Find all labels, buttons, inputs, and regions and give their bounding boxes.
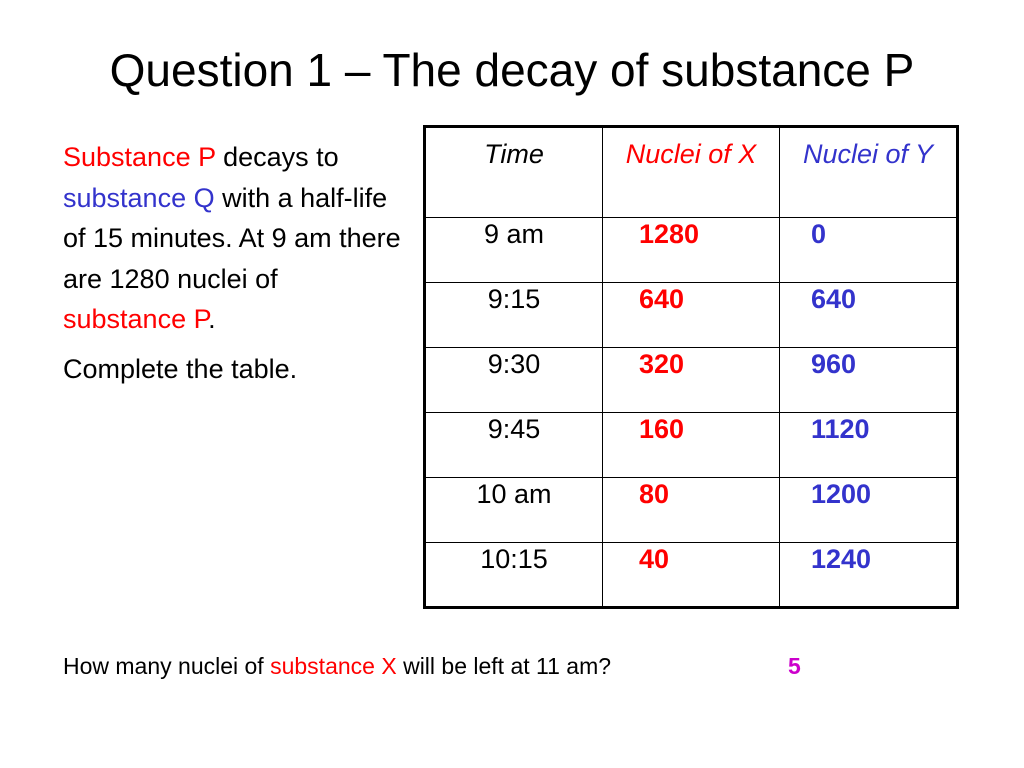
substance-p-term: Substance P <box>63 142 216 172</box>
table-row <box>425 283 958 348</box>
cell-nuclei-y: 1120 <box>780 413 958 478</box>
cell-nuclei-x: 40 <box>603 543 780 608</box>
decay-table <box>423 125 959 609</box>
intro-paragraph <box>63 137 403 340</box>
answer-value: 5 <box>788 653 801 679</box>
substance-p-term: substance P <box>63 304 209 334</box>
cell-nuclei-y: 1200 <box>780 478 958 543</box>
intro-text-segment: with a half-life of 15 minutes. At 9 am there are 1280 nuclei of <box>63 182 401 294</box>
question-text <box>63 650 611 682</box>
cell-nuclei-x: 80 <box>603 478 780 543</box>
table-row <box>425 413 958 478</box>
header-nuclei-x: Nuclei of X <box>603 127 780 218</box>
cell-time: 9:30 <box>425 348 603 413</box>
question-suffix: will be left at 11 am? <box>396 653 612 679</box>
question-prefix: How many nuclei of <box>63 653 271 679</box>
cell-time: 9:45 <box>425 413 603 478</box>
cell-nuclei-x: 640 <box>603 283 780 348</box>
cell-nuclei-x: 160 <box>603 413 780 478</box>
intro-text <box>63 137 403 389</box>
substance-q-term: substance Q <box>63 182 215 213</box>
instruction-text: Complete the table. <box>63 353 298 384</box>
slide-title: Question 1 – The decay of substance P <box>109 44 915 96</box>
table-row <box>425 348 958 413</box>
cell-nuclei-y: 960 <box>780 348 958 413</box>
header-nuclei-y: Nuclei of Y <box>780 127 958 218</box>
cell-time: 10:15 <box>425 543 603 608</box>
table-row <box>425 478 958 543</box>
cell-nuclei-y: 640 <box>780 283 958 348</box>
table-row <box>425 543 958 608</box>
cell-time: 9:15 <box>425 283 603 348</box>
cell-time: 10 am <box>425 478 603 543</box>
table-header-row <box>425 127 958 218</box>
intro-text-segment: . <box>208 304 216 334</box>
cell-nuclei-y: 0 <box>780 218 958 283</box>
cell-nuclei-x: 1280 <box>603 218 780 283</box>
table-row <box>425 218 958 283</box>
intro-text-segment: decays to <box>215 142 339 172</box>
cell-nuclei-x: 320 <box>603 348 780 413</box>
cell-nuclei-y: 1240 <box>780 543 958 608</box>
substance-x-term: substance X <box>270 653 397 679</box>
header-time: Time <box>425 127 603 218</box>
cell-time: 9 am <box>425 218 603 283</box>
